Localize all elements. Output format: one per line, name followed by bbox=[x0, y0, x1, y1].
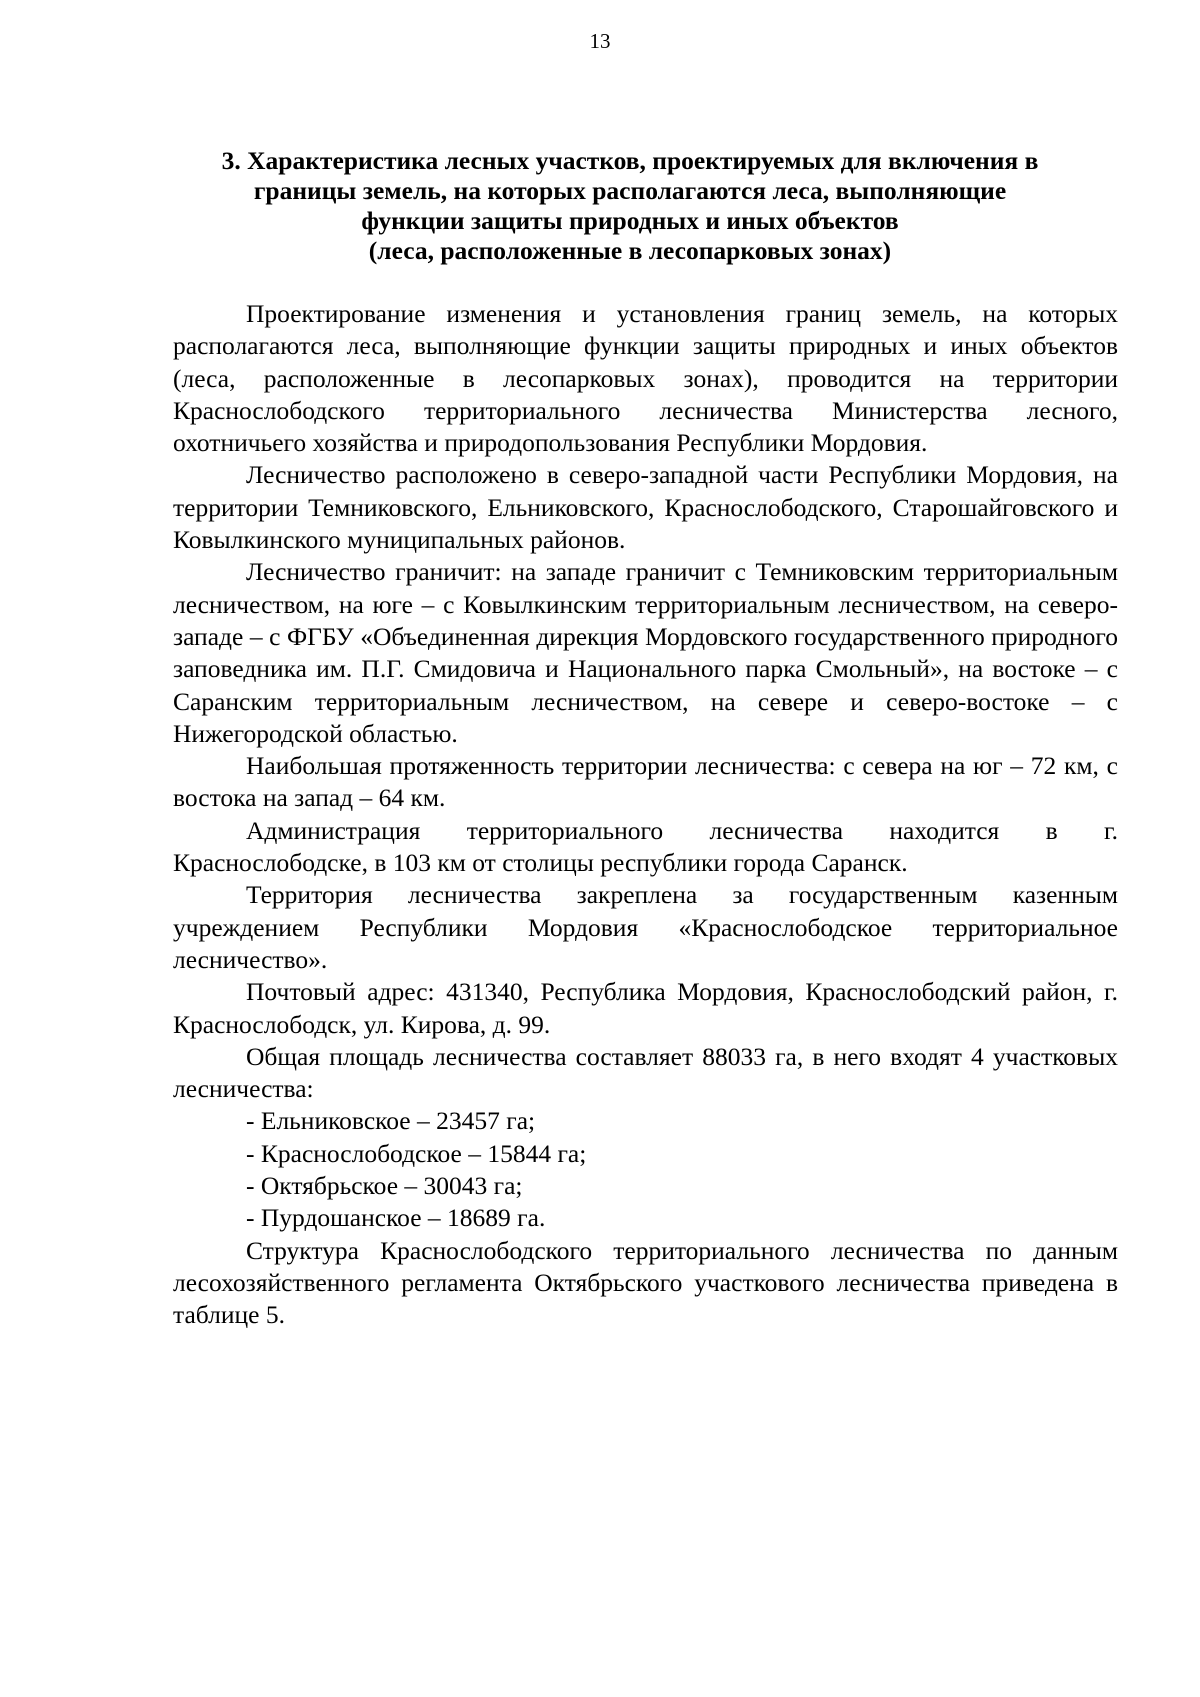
page-number: 13 bbox=[589, 29, 611, 53]
paragraph-total-area: Общая площадь лесничества составляет 88033 га, в него входят 4 участковых лесничества: bbox=[173, 1041, 1118, 1104]
paragraph-postal-address: Почтовый адрес: 431340, Республика Мордовия, Краснослободский район, г. Краснослободск, ул. Кирова, д. 99. bbox=[173, 977, 1118, 1039]
paragraph-structure: Структура Краснослободского территориального лесничества по данным лесохозяйственного регламента Октябрьского участкового лесничества приведена в таблице 5. bbox=[173, 1235, 1118, 1330]
paragraph-project-description: Проектирование изменения и установления границ земель, на которых располагаются леса, выполняющие функции защиты природных и иных объектов (леса, расположенные в лесопарковых зонах), проводится на территории Краснослободского территориального лесничества Министерства лесного, охотничьего хозяйства и природопользования Республики Мордовия. bbox=[173, 299, 1118, 458]
paragraph-borders: Лесничество граничит: на западе граничит с Темниковским территориальным лесничеством, на юге – с Ковылкинским территориальным лесничеством, на северо-западе – с ФГБУ «Объединенная дирекция Мордовского государственного природного заповедника им. П.Г. Смидовича и Национального парка Смольный», на востоке – с Саранским территориальным лесничеством, на севере и северо-востоке – с Нижегородской областью. bbox=[173, 557, 1118, 748]
list-item: - Октябрьское – 30043 га; bbox=[246, 1171, 523, 1201]
paragraph-assignment: Территория лесничества закреплена за государственным казенным учреждением Республики Мордовия «Краснослободское территориальное лесничество». bbox=[173, 880, 1118, 974]
section-title bbox=[150, 146, 1110, 266]
document-body bbox=[173, 298, 1118, 1332]
list-item: - Ельниковское – 23457 га; bbox=[246, 1106, 536, 1136]
section-title-line: 3. Характеристика лесных участков, проектируемых для включения в bbox=[221, 146, 1039, 175]
list-item: - Краснослободское – 15844 га; bbox=[246, 1138, 587, 1168]
paragraph-extent: Наибольшая протяженность территории лесничества: с севера на юг – 72 км, с востока на запад – 64 км. bbox=[173, 751, 1118, 813]
section-title-line: (леса, расположенные в лесопарковых зонах) bbox=[368, 236, 892, 265]
paragraph-location: Лесничество расположено в северо-западной части Республики Мордовия, на территории Темниковского, Ельниковского, Краснослободского, Старошайговского и Ковылкинского муниципальных районов. bbox=[173, 460, 1118, 555]
paragraph-administration: Администрация территориального лесничества находится в г. Краснослободске, в 103 км от столицы республики города Саранск. bbox=[173, 815, 1118, 878]
section-title-line: границы земель, на которых располагаются леса, выполняющие bbox=[253, 176, 1007, 205]
list-item: - Пурдошанское – 18689 га. bbox=[246, 1203, 546, 1233]
section-title-line: функции защиты природных и иных объектов bbox=[361, 206, 899, 235]
